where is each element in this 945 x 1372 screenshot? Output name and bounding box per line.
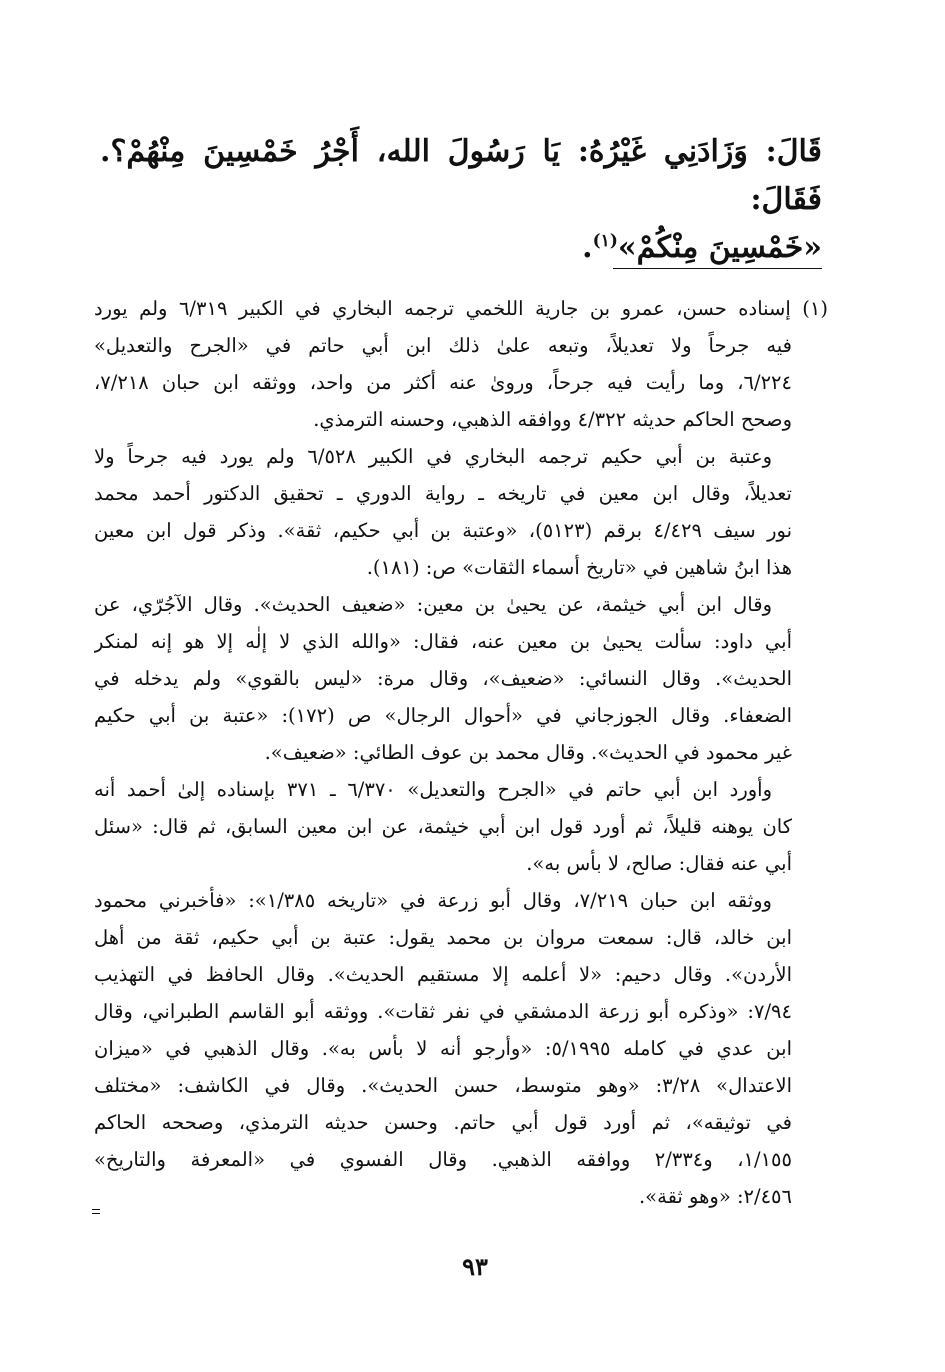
footnote-line: ابن عدي في كامله ٥/١٩٩٥: «وأرجو أنه لا بأس به». وقال الذهبي في «ميزان bbox=[94, 1037, 792, 1060]
footnote-line: تعديلاً، وقال ابن معين في تاريخه ـ رواية الدوري ـ تحقيق الدكتور أحمد محمد bbox=[94, 482, 792, 505]
footnote-line: ابن خالد، قال: سمعت مروان بن محمد يقول: عتبة بن أبي حكيم، ثقة من أهل bbox=[94, 926, 792, 949]
footnote-paragraph bbox=[94, 438, 828, 586]
footnote-line: فيه جرحاً ولا تعديلاً، وتبعه علىٰ ذلك ابن أبي حاتم في «الجرح والتعديل» bbox=[94, 334, 792, 357]
main-text-line: قَالَ: وَزَادَنِي غَيْرُهُ: يَا رَسُولَ الله، أَجْرُ خَمْسِينَ مِنْهُمْ؟. فَقَالَ: bbox=[100, 134, 822, 217]
footnote-line: في توثيقه»، ثم أورد قول أبي حاتم. وحسن حديثه الترمذي، وصححه الحاكم bbox=[94, 1111, 792, 1134]
footnote-paragraph bbox=[94, 290, 828, 438]
footnote-line: ٦/٢٢٤، وما رأيت فيه جرحاً، وروىٰ عنه أكثر من واحد، ووثقه ابن حبان ٧/٢١٨، bbox=[94, 371, 792, 394]
footnote-line: وعتبة بن أبي حكيم ترجمه البخاري في الكبير ٦/٥٢٨ ولم يورد فيه جرحاً ولا bbox=[94, 445, 772, 468]
page-number: ٩٣ bbox=[462, 1252, 488, 1281]
footnote-line: الضعفاء. وقال الجوزجاني في «أحوال الرجال» ص (١٧٢): «عتبة بن أبي حكيم bbox=[94, 704, 792, 727]
footnote-line: هذا ابنُ شاهين في «تاريخ أسماء الثقات» ص: (١٨١). bbox=[366, 556, 792, 579]
footnote-line: ووثقه ابن حبان ٧/٢١٩، وقال أبو زرعة في «تاريخه ١/٣٨٥»: «فأخبرني محمود bbox=[94, 889, 772, 912]
quoted-phrase: «خَمْسِينَ مِنْكُمْ» bbox=[617, 230, 822, 265]
footnotes-section bbox=[94, 290, 828, 1215]
footnote-line: أبي عنه فقال: صالح، لا بأس به». bbox=[526, 852, 792, 875]
footnote-line: (١) إسناده حسن، عمرو بن جارية اللخمي ترجمه البخاري في الكبير ٦/٣١٩ ولم يورد bbox=[94, 297, 828, 320]
footnote-line: الحديث». وقال النسائي: «ضعيف»، وقال مرة: «ليس بالقوي» ولم يدخله في bbox=[94, 667, 792, 690]
footnote-line: ٢/٤٥٦: «وهو ثقة». bbox=[638, 1185, 792, 1208]
footnote-line: ١/١٥٥، و٢/٣٣٤ ووافقه الذهبي. وقال الفسوي في «المعرفة والتاريخ» bbox=[94, 1148, 792, 1171]
footnote-paragraph bbox=[94, 771, 828, 882]
footnote-line: وأورد ابن أبي حاتم في «الجرح والتعديل» ٦/٣٧٠ ـ ٣٧١ بإسناده إلىٰ أحمد أنه bbox=[94, 778, 773, 801]
sentence-end: . bbox=[582, 230, 593, 265]
footnote-line: وقال ابن أبي خيثمة، عن يحيىٰ بن معين: «ضعيف الحديث». وقال الآجُرّي، عن bbox=[94, 593, 772, 616]
footnote-line: كان يوهنه قليلاً، ثم أورد قول ابن أبي خيثمة، عن ابن معين السابق، ثم قال: «سئل bbox=[94, 815, 792, 838]
footnote-line: نور سيف ٤/٤٢٩ برقم (٥١٢٣)، «وعتبة بن أبي حكيم، ثقة». وذكر قول ابن معين bbox=[94, 519, 792, 542]
main-text-line bbox=[100, 224, 822, 272]
footnote-paragraph bbox=[94, 586, 828, 771]
footnote-separator bbox=[613, 268, 822, 269]
main-text bbox=[100, 128, 822, 272]
footnote-line: أبي داود: سألت يحيىٰ بن معين عنه، فقال: «والله الذي لا إلٰه إلا هو إنه لمنكر bbox=[94, 630, 792, 653]
footnote-line: الاعتدال» ٣/٢٨: «وهو متوسط، حسن الحديث». وقال في الكاشف: «مختلف bbox=[94, 1074, 792, 1097]
footnote-reference: (١) bbox=[592, 231, 618, 251]
footnote-line: الأردن». وقال دحيم: «لا أعلمه إلا مستقيم الحديث». وقال الحافظ في التهذيب bbox=[94, 963, 792, 986]
footnote-line: وصحح الحاكم حديثه ٤/٣٢٢ ووافقه الذهبي، وحسنه الترمذي. bbox=[313, 408, 792, 431]
margin-mark bbox=[92, 1209, 100, 1217]
footnote-line: ٧/٩٤: «وذكره أبو زرعة الدمشقي في نفر ثقات». ووثقه أبو القاسم الطبراني، وقال bbox=[94, 1000, 792, 1023]
footnote-line: غير محمود في الحديث». وقال محمد بن عوف الطائي: «ضعيف». bbox=[264, 741, 792, 764]
footnote-paragraph bbox=[94, 882, 828, 1215]
